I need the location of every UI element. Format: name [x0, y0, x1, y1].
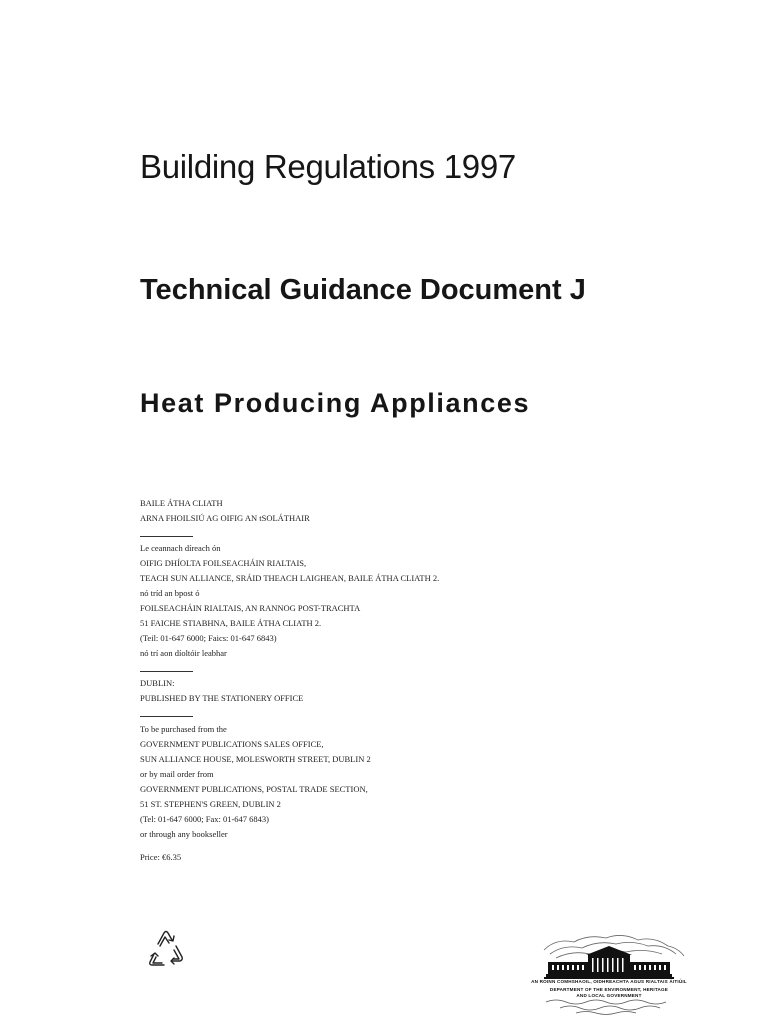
text-line: nó trí aon díoltóir leabhar: [140, 648, 227, 658]
text-line: GOVERNMENT PUBLICATIONS SALES OFFICE,: [140, 739, 324, 749]
english-purchase-block: [140, 722, 560, 842]
text-line: FOILSEACHÁIN RIALTAIS, AN RANNOG POST-TRACHTA: [140, 603, 361, 613]
divider: [140, 716, 193, 717]
crest-english-name-1: DEPARTMENT OF THE ENVIRONMENT, HERITAGE: [549, 987, 669, 992]
text-line: (Tel: 01-647 6000; Fax: 01-647 6843): [140, 814, 270, 824]
text-line: TEACH SUN ALLIANCE, SRÁID THEACH LAIGHEAN, BAILE ÁTHA CLIATH 2.: [140, 573, 440, 583]
price-block: [140, 850, 560, 865]
english-publisher-block: [140, 676, 560, 706]
divider: [140, 536, 193, 537]
regulations-title: Building Regulations 1997: [140, 148, 516, 185]
text-line: nó tríd an bpost ó: [140, 588, 200, 598]
text-line: or through any bookseller: [140, 829, 228, 839]
text-line: ARNA FHOILSIÚ AG OIFIG AN tSOLÁTHAIR: [140, 513, 310, 523]
text-line: DUBLIN:: [140, 678, 175, 688]
text-line: Le ceannach díreach ón: [140, 543, 221, 553]
document-subject: Heat Producing Appliances: [140, 388, 531, 418]
document-title: Technical Guidance Document J: [140, 274, 586, 306]
text-line: 51 ST. STEPHEN'S GREEN, DUBLIN 2: [140, 799, 281, 809]
text-line: To be purchased from the: [140, 724, 227, 734]
irish-publisher-block: [140, 496, 560, 526]
text-line: SUN ALLIANCE HOUSE, MOLESWORTH STREET, DUBLIN 2: [140, 754, 371, 764]
department-crest-logo: [526, 932, 692, 1016]
irish-purchase-block: [140, 541, 560, 661]
text-line: BAILE ÁTHA CLIATH: [140, 498, 223, 508]
divider: [140, 671, 193, 672]
crest-irish-name: AN ROINN COMHSHAOIL, OIDHREACHTA AGUS RIALTAIS ÁITIÚIL: [531, 979, 687, 984]
recycle-icon: [140, 924, 192, 976]
text-line: 51 FAICHE STIABHNA, BAILE ÁTHA CLIATH 2.: [140, 618, 322, 628]
water-waves: [526, 998, 692, 1016]
text-line: OIFIG DHÍOLTA FOILSEACHÁIN RIALTAIS,: [140, 558, 307, 568]
text-line: or by mail order from: [140, 769, 214, 779]
building-illustration: [526, 932, 692, 980]
text-line: GOVERNMENT PUBLICATIONS, POSTAL TRADE SECTION,: [140, 784, 368, 794]
text-line: (Teil: 01-647 6000; Faics: 01-647 6843): [140, 633, 277, 643]
text-line: PUBLISHED BY THE STATIONERY OFFICE: [140, 693, 304, 703]
price-label: Price: €6.35: [140, 852, 182, 862]
crest-english-name-2: AND LOCAL GOVERNMENT: [576, 993, 642, 998]
